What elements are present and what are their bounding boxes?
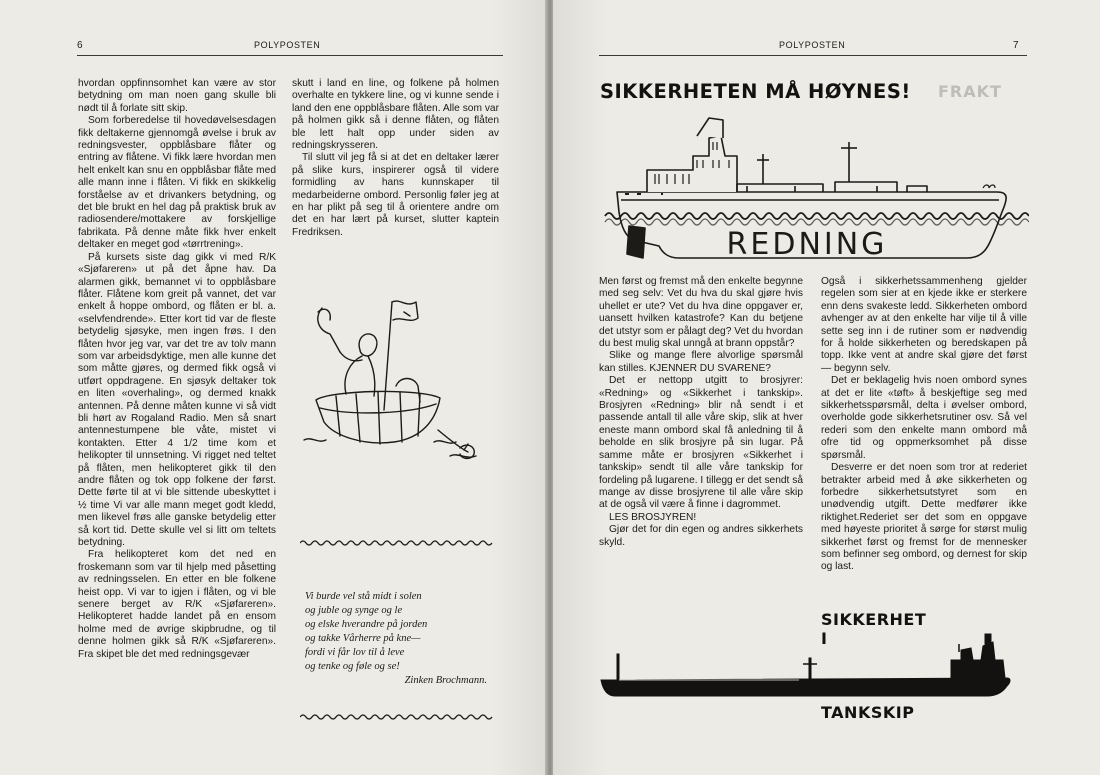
paragraph: Desverre er det noen som tror at rederiet betrakter arbeid med å øke sikkerheten og forbedre sikkerhetsutstyret som en unødvendig utgift. Dette medfører ikke riktighet.Rederiet ser det som en oppgave med høyeste prioritet å sørge for størst mulig sikkerhet først og fremst for de mennesker som befinner seg ombord, og dernest for skip og last. xyxy=(821,462,1027,573)
right-running-head: POLYPOSTEN xyxy=(779,40,846,50)
left-page xyxy=(0,0,547,775)
paragraph: Det er nettopp utgitt to brosjyrer: «Redning» og «Sikkerhet i tankskip». Brosjyren «Redning» blir nå sendt i et passende antall til alle våre skip, slik at hver eneste mann ombord skal få anledning til å beholde en slik brosjyre på sin lugar. På samme måte er brosjyren «Sikkerhet i tankskip» sendt til alle våre tankskip for fordeling på lugarene. I tillegg er det sendt så mange av disse brosjyrene til alle våre skip at de også vil være å finne i dagrommet. xyxy=(599,375,803,511)
paragraph: Det er beklagelig hvis noen ombord synes at det er lite «tøft» å beskjeftige seg med sikkerhetsspørsmål, delta i øvelser ombord, overholde gode sikkerhetsrutiner osv. Så vel rederi som den enkelte mann ombord må ofre tid og oppmerksomhet på disse spørsmål. xyxy=(821,375,1027,461)
tanker-label-top: SIKKERHET xyxy=(821,610,927,629)
left-running-head: POLYPOSTEN xyxy=(254,40,321,50)
left-page-number: 6 xyxy=(77,40,83,51)
right-column-2 xyxy=(821,276,1027,574)
paragraph: Gjør det for din egen og andres sikkerhets skyld. xyxy=(599,524,803,548)
tanker-silhouette xyxy=(599,630,1029,700)
right-page-number: 7 xyxy=(1013,40,1019,51)
paragraph: skutt i land en line, og folkene på holmen overhalte en tykkere line, og vi kunne sende i land den ene oppblåsbare flåten. Alle som var på holmen gikk så i denne flåten, og flåten ble lett halt opp under siden av redningskrysseren. xyxy=(292,78,499,152)
paragraph: Fra helikopteret kom det ned en froskemann som var til hjelp med påsetting av redningsselen. En etter en ble folkene heist opp. Vi var to igjen i flåten, og vi ble senere berget av R/K «Sjøfareren». Helikopteret hadde landet på en ensom holme med de øvrige skipbrudne, og til denne holmen gikk så R/K «Sjøfareren». Fra skipet ble det med redningsgevær xyxy=(78,549,276,660)
poem-line: Vi burde vel stå midt i solen xyxy=(305,591,422,602)
left-column-2 xyxy=(292,78,499,239)
paragraph: LES BROSJYREN! xyxy=(609,511,697,523)
poem-line: og elske hverandre på jorden xyxy=(305,619,428,630)
paragraph: Også i sikkerhetssammenheng gjelder regelen som sier at en kjede ikke er sterkere enn dens svakeste ledd. Sikkerheten ombord avhenger av at den enkelte har vilje til å ville sette seg inn i de rutiner som er nødvendig for å holde sikkerheten og beredskapen på topp. Ikke vent at andre skal gjøre det først — begynn selv. xyxy=(821,276,1027,374)
right-header-rule xyxy=(599,55,1027,56)
tanker-label-mid: I xyxy=(821,629,828,648)
right-page xyxy=(553,0,1100,775)
left-column-1 xyxy=(78,78,276,661)
poem-line: fordi vi får lov til å leve xyxy=(305,647,405,658)
poem-line: og tenke og føle og se! xyxy=(305,661,400,672)
left-header-rule xyxy=(77,55,503,56)
paragraph: På kursets siste dag gikk vi med R/K «Sjøfareren» ut på det åpne hav. Da alarmen gikk, bemannet vi to oppblåsbare flåter. Flåtene kom greit på vannet, det var enkelt å hoppe ombord, og flåten er bl. a. «selvfendrende». Etter kort tid var de fleste betydelig sjøsyke, men ingen frøs. I den flåten hvor jeg var, var det tre av tolv mann som var arbeidsdyktige, men alle kunne det som måtte gjøres, og dermed fikk også vi utført oppdragene. En sjøsyk deltaker tok en liten «overhaling», og dermed knakk antennen. På denne måten kunne vi så vidt bli hørt av Rogaland Radio. Men så snart antennestumpene ble våte, mistet vi kontakten. Etter 4 1/2 time kom et helikopter til unnsetning. Vi rigget ned teltet på flåten, men helikopteret gikk til den andre flåten og tok opp folkene der først. Dette førte til at vi ble sittende ubeskyttet i ½ time Vi var alle mann meget godt kledd, men likevel frøs alle ganske betydelig etter så kort tid. Dette skulle vel si litt om teltets betydning. xyxy=(78,251,276,549)
poem-signature: Zinken Brochmann. xyxy=(404,675,487,686)
right-column-1 xyxy=(599,276,803,549)
paragraph: Men først og fremst må den enkelte begynne med seg selv: Vet du hva du skal gjøre hvis uhellet er ute? Vet du hva dine oppgaver er, uansett hvilken katastrofe? Kan du betjene det utstyr som er pålagt deg? Vet du hvordan du best mulig skal unngå at brann oppstår? xyxy=(599,276,803,350)
paragraph: Til slutt vil jeg få si at det en deltaker lærer på slike kurs, inspirerer også til videre formidling av hans kunnskaper til medarbeiderne ombord. Personlig føler jeg at en har plikt på seg til å orientere andre om det en har lært på kurset, slutter kaptein Fredriksen. xyxy=(292,152,499,238)
poem xyxy=(305,590,495,688)
tanker-label-bottom: TANKSKIP xyxy=(821,703,915,722)
paragraph: Som forberedelse til hovedøvelsesdagen fikk deltakerne gjennomgå øvelse i bruk av redningsvester, oppblåsbare flåter og entring av flåtene. Vi fikk lære hvordan men helt enkelt kan snu en oppblåsbar flåte med alle mann inne i flåten. Vi fikk en skikkelig forståelse av et drivankers betydning, og det ble brukt en hel dag på praktisk bruk av radiosendere/mottakere av forskjellige fabrikata. På denne måte fikk hver enkelt deltaker en meget god «tørrtrening». xyxy=(78,115,276,251)
paragraph: hvordan oppfinnsomhet kan være av stor betydning om man noen gang skulle bli nødt til å forlate sitt skip. xyxy=(78,78,276,114)
cargo-ship-illustration xyxy=(597,108,1029,268)
poem-line: og juble og synge og le xyxy=(305,605,403,616)
headline: SIKKERHETEN MÅ HØYNES! xyxy=(600,80,911,103)
wavy-divider-top xyxy=(300,539,496,547)
paragraph: Slike og mange flere alvorlige spørsmål kan stilles. KJENNER DU SVARENE? xyxy=(599,350,803,374)
ship-label-redning: REDNING xyxy=(726,227,888,262)
poem-line: og takke Vårherre på kne— xyxy=(305,633,421,644)
wavy-divider-bottom xyxy=(300,713,496,721)
raft-illustration xyxy=(300,290,490,470)
bleed-through-text: FRAKT xyxy=(938,82,1002,101)
